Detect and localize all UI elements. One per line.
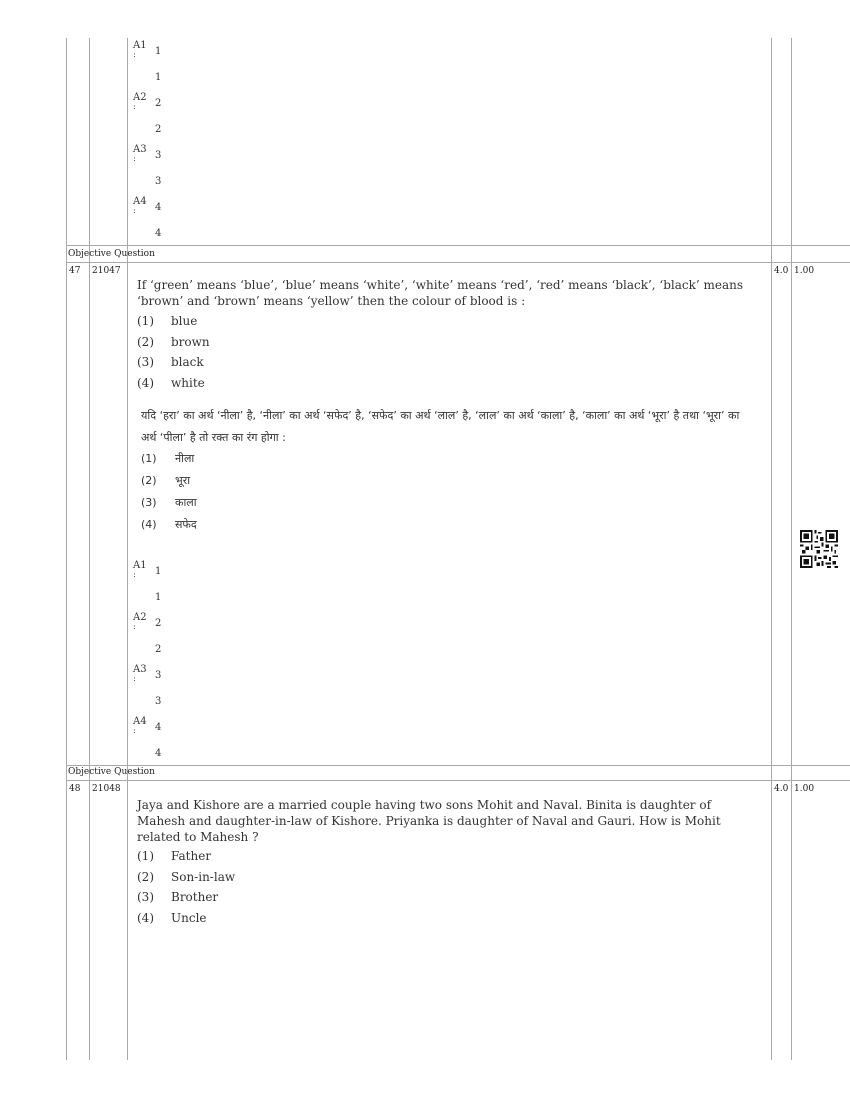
question-text-hi: यदि ‘हरा’ का अर्थ ‘नीला’ है, ‘नीला’ का अर्थ ‘सफेद’ है, ‘सफेद’ का अर्थ ‘लाल’ है, ‘लाल’ का अर्थ ‘काला’ है, ‘काला’ का अर्थ ‘भूरा’ है तथा ‘भूरा’ का अर्थ ‘पीला’ है तो रक्त का रंग होगा : (141, 409, 740, 444)
choice: (2) brown (137, 334, 210, 349)
choice: (4) सफेद (141, 518, 197, 531)
table-divider-marks (791, 38, 792, 1060)
question-id: 21048 (92, 784, 121, 794)
table-border-left (66, 38, 67, 1060)
choice: (1) नीला (141, 452, 195, 465)
choices-en (137, 314, 210, 396)
negative-marks: 1.00 (794, 266, 815, 276)
question-text-en: Jaya and Kishore are a married couple having two sons Mohit and Naval. Binita is daughter of Mahesh and daughter-in-law of Kishore. Priyanka is daughter of Naval and Gauri. How is Mohit related to Mahesh ? (137, 798, 721, 844)
negative-marks: 1.00 (794, 784, 815, 794)
choice: (3) black (137, 355, 204, 369)
question-marks: 4.0 (774, 784, 789, 794)
qr-code-icon (800, 530, 838, 568)
question-serial: 48 (69, 784, 81, 794)
choice: (4) white (137, 375, 205, 390)
table-divider-question (771, 38, 772, 1060)
question-serial: 47 (69, 266, 81, 276)
row-separator (66, 765, 850, 766)
choices-hi (141, 451, 197, 539)
section-label: Objective Question (68, 767, 155, 777)
table-divider-qid (127, 38, 128, 1060)
choice: (3) काला (141, 496, 197, 509)
choices-en (137, 849, 235, 931)
choice: (1) Father (137, 849, 212, 863)
choice: (4) Uncle (137, 910, 207, 925)
table-divider-sno (89, 38, 90, 1060)
question-id: 21047 (92, 266, 121, 276)
row-separator (66, 780, 850, 781)
row-separator (66, 262, 850, 263)
choice: (2) Son-in-law (137, 869, 236, 884)
row-separator (66, 245, 850, 246)
question-text-en: If ‘green’ means ‘blue’, ‘blue’ means ‘white’, ‘white’ means ‘red’, ‘red’ means ‘black’, ‘black’ means ‘brown’ and ‘brown’ means ‘yellow’ then the colour of blood is : (137, 278, 744, 308)
choice: (3) Brother (137, 890, 219, 904)
question-marks: 4.0 (774, 266, 789, 276)
section-label: Objective Question (68, 249, 155, 259)
choice: (1) blue (137, 314, 198, 328)
choice: (2) भूरा (141, 474, 191, 487)
